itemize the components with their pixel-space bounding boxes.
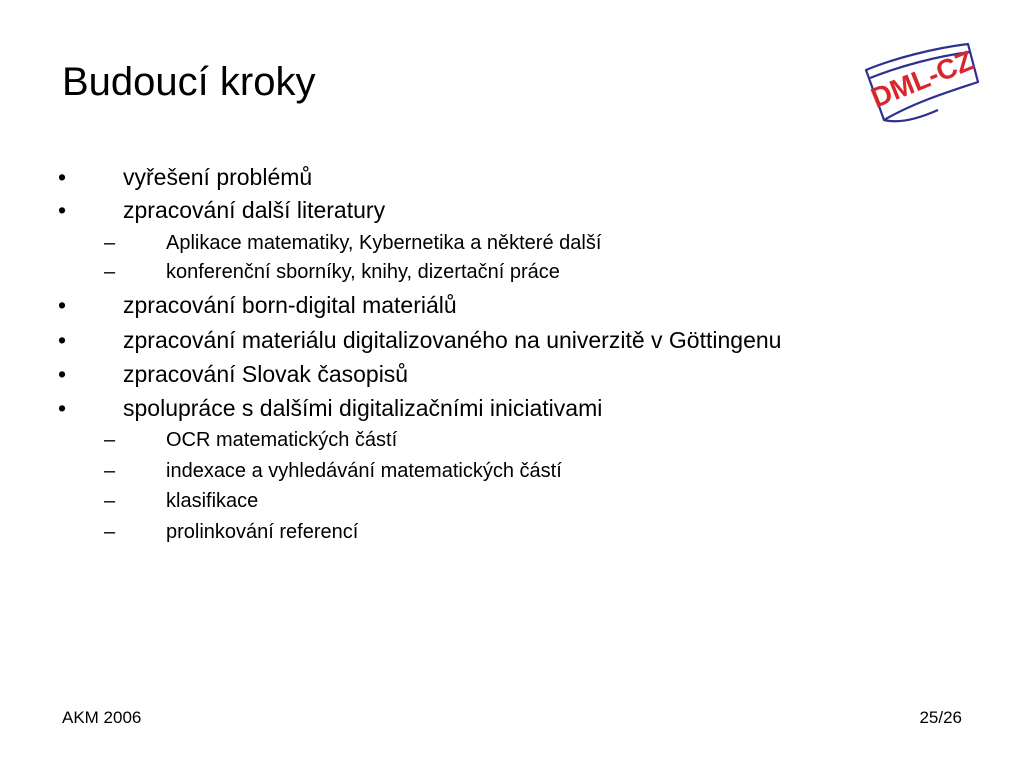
dash-marker: – (104, 490, 116, 512)
list-item-text: zpracování Slovak časopisů (123, 361, 409, 387)
list-item-text: zpracování další literatury (123, 197, 386, 223)
footer-page-number: 25/26 (919, 708, 962, 727)
bullet-marker: • (58, 327, 67, 353)
bullet-marker: • (58, 197, 67, 223)
dash-marker: – (104, 232, 116, 254)
sub-list-item-text: indexace a vyhledávání matematických částí (166, 460, 562, 482)
list-item-text: vyřešení problémů (123, 164, 313, 190)
dash-marker: – (104, 429, 116, 451)
bullet-marker: • (58, 292, 67, 318)
sub-list-item-text: konferenční sborníky, knihy, dizertační práce (166, 261, 560, 283)
sub-list-item-text: prolinkování referencí (166, 521, 359, 543)
logo-text: DML-CZ (866, 44, 978, 114)
sub-list-item-text: OCR matematických částí (166, 429, 398, 451)
bullet-marker: • (58, 361, 67, 387)
list-item-text: spolupráce s dalšími digitalizačními iniciativami (123, 395, 603, 421)
footer-conference-label: AKM 2006 (62, 708, 142, 727)
sub-list-item-text: Aplikace matematiky, Kybernetika a některé další (166, 232, 602, 254)
dash-marker: – (104, 521, 116, 543)
list-item-text: zpracování materiálu digitalizovaného na univerzitě v Göttingenu (123, 327, 782, 353)
slide-title: Budoucí kroky (62, 60, 316, 104)
bullet-marker: • (58, 395, 67, 421)
dash-marker: – (104, 460, 116, 482)
list-item-text: zpracování born-digital materiálů (123, 292, 457, 318)
bullet-marker: • (58, 164, 67, 190)
dash-marker: – (104, 261, 116, 283)
sub-list-item-text: klasifikace (166, 490, 259, 512)
